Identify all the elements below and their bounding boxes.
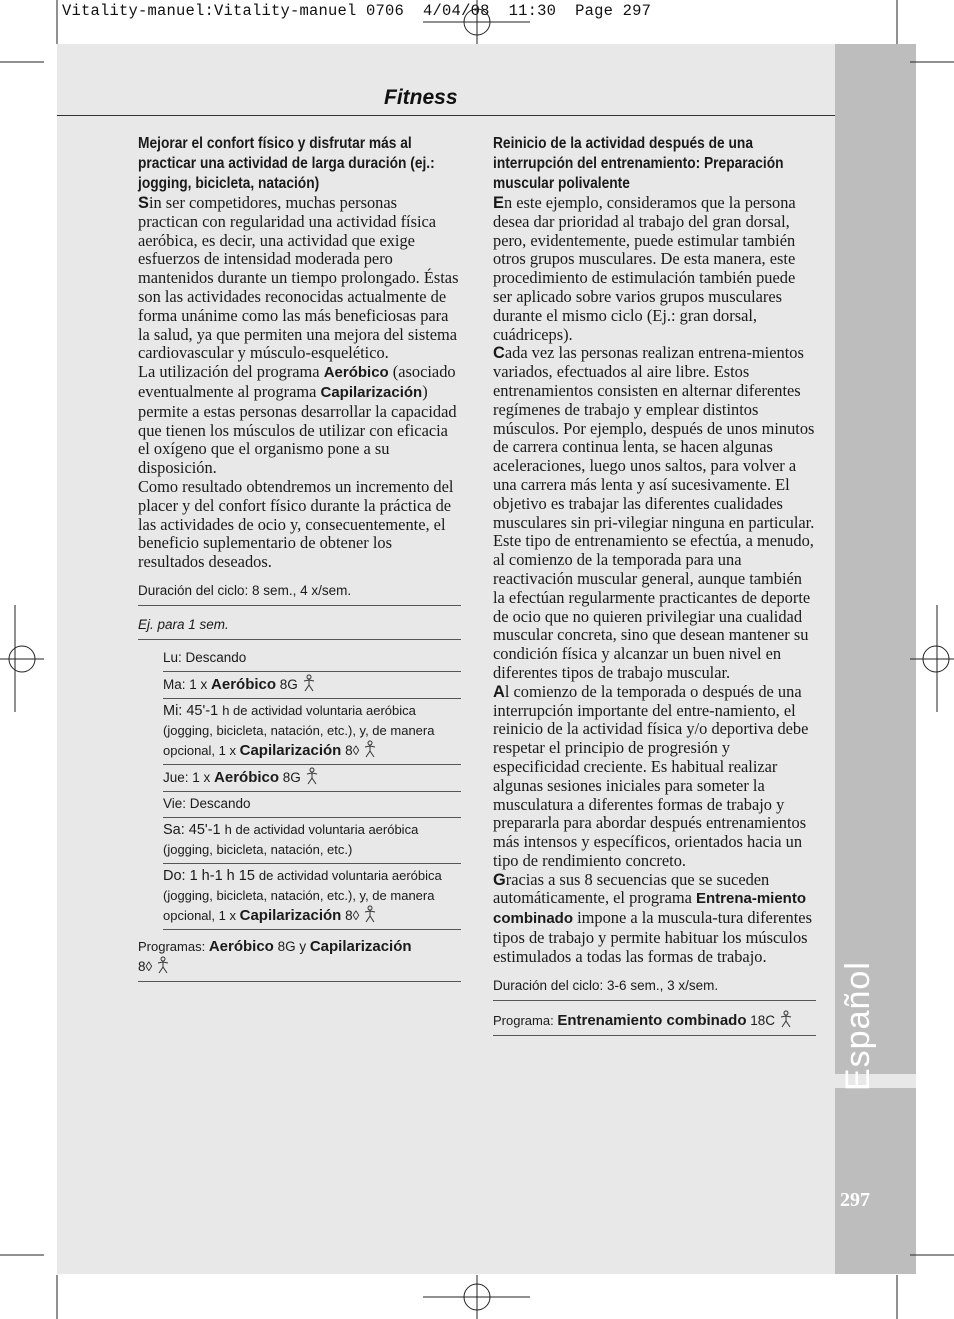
text-run: Sa: 45'-1 [163, 821, 225, 838]
text-run: Ma: 1 x [163, 676, 212, 692]
left-heading: Mejorar el confort físico y disfrutar más al practicar una actividad de larga duración (ej.: jogging, bicicleta, natación) [138, 135, 435, 192]
program-code: 8◊ [138, 958, 153, 974]
left-paragraph-1 [138, 194, 461, 363]
cycle-duration: Duración del ciclo: 8 sem., 4 x/sem. [138, 578, 461, 606]
athlete-icon [363, 905, 377, 923]
print-slug: Vitality-manuel:Vitality-manuel 0706 4/04/08 11:30 Page 297 [62, 2, 652, 20]
text-run: Mi: 45'-1 [163, 702, 223, 719]
text-run: 8G y [273, 938, 310, 954]
schedule-sunday [163, 864, 461, 930]
language-label: Español [839, 961, 877, 1091]
text-run: (asociado eventualmente al programa [138, 362, 456, 401]
drop-cap: S [138, 194, 149, 212]
program-code: 18C [746, 1012, 776, 1028]
text-run: Programa: [493, 1012, 558, 1028]
text-run: de actividad voluntaria aeróbica (jogging, bicicleta, natación, etc.), y, de manera opcional, 1 x [163, 867, 442, 923]
example-label: Ej. para 1 sem. [138, 612, 461, 640]
text-run: n este ejemplo, consideramos que la persona desea dar prioridad al trabajo del gran dorsal, pero, evidentemente, puede estimular también otros grupos musculares. De esta manera, este procedimiento de estimulación también puede ser aplicado sobre varios grupos musculares durante el mismo ciclo (Ej.: gran dorsal, cuádriceps). [493, 193, 796, 344]
schedule-thursday [163, 765, 461, 792]
program-name: Capilarización [309, 937, 412, 955]
program-name: Aeróbico [214, 768, 280, 786]
schedule-monday: Lu: Descando [163, 646, 461, 672]
drop-cap: E [493, 194, 504, 212]
program-code: 8◊ [341, 907, 360, 923]
program-code: 8◊ [341, 742, 360, 758]
header-rule [57, 115, 835, 116]
schedule-wednesday [163, 699, 461, 765]
section-title: Fitness [384, 86, 458, 109]
text-run: Programas: [138, 938, 209, 954]
drop-cap: C [493, 344, 505, 363]
text-run: l comienzo de la temporada o después de una interrupción importante del entre-namiento, el reinicio de la actividad física y/o deportiva debe respetar el principio de progresión y especificidad creciente. Es habitual realizar algunas sesiones iniciales para someter la musculatura a diferentes formas de trabajo y prepararla para abordar después entrenamientos más intensos y específicos, orientados hacia un tipo de rendimiento concreto. [493, 681, 809, 870]
program-name: Aeróbico [208, 937, 274, 955]
program-code: 8G [276, 676, 298, 692]
program-name: Capilarización [239, 906, 342, 924]
right-column [493, 134, 816, 1036]
left-paragraph-1-text: in ser competidores, muchas personas practican con regularidad una actividad física aeróbica, es decir, una actividad que exige esfuerzos de intensidad moderada pero mantenidos durante un tiempo prolongado. Éstas son las actividades reconocidas actualmente de forma unánime como las más beneficiosas para la salud, ya que permiten una mejora del sistema cardiovascular y músculo-esquelético. [138, 193, 459, 363]
athlete-icon [156, 956, 170, 974]
program-name: Entrena-miento combinado [493, 890, 806, 928]
left-paragraph-2 [138, 363, 461, 478]
programs-line [138, 934, 461, 982]
right-heading: Reinicio de la actividad después de una interrupción del entrenamiento: Preparación muscular polivalente [493, 135, 784, 192]
text-run: Do: 1 h-1 h 15 [163, 867, 259, 884]
text-run: h de actividad voluntaria aeróbica (jogging, bicicleta, natación, etc.) [163, 821, 419, 857]
drop-cap: G [493, 870, 506, 889]
text-run: La utilización del programa [138, 362, 324, 382]
text-run: ada vez las personas realizan entrena-mientos variados, efectuados al aire libre. Estos entrenamientos consisten en alternar diferentes regímenes de trabajo y emplear distintos músculos. Por ejemplo, después de unos minutos de carrera continua lenta, se hacen algunas aceleraciones, luego unos saltos, para volver a una carrera más lenta y así sucesivamente. El objetivo es trabajar las diferentes cualidades musculares sin pri-vilegiar ninguna en particular. Este tipo de entrenamiento se efectúa, a menudo, al comienzo de la temporada para una reactivación muscular general, aunque también la efectúan regularmente practicantes de deporte de ocio que no quieren privilegiar una cualidad muscular concreta, sino que desean mantener su condición física y alcanzar un buen nivel en diferentes tipos de trabajo muscular. [493, 343, 815, 682]
program-name: Entrenamiento combinado [557, 1011, 747, 1029]
athlete-icon [302, 674, 316, 692]
schedule-tuesday [163, 672, 461, 699]
program-line [493, 1007, 816, 1036]
right-paragraph-4 [493, 871, 816, 967]
left-column [138, 134, 461, 982]
week-schedule [163, 646, 461, 930]
text-run: racias a sus 8 secuencias que se suceden automáticamente, el programa [493, 869, 770, 908]
drop-cap: A [493, 682, 505, 701]
program-code: 8G [279, 769, 301, 785]
program-name: Capilarización [239, 741, 342, 759]
program-name: Aeróbico [211, 675, 277, 693]
right-paragraph-2 [493, 344, 816, 682]
right-paragraph-1 [493, 194, 816, 344]
text-run: Jue: 1 x [163, 769, 215, 785]
text-run: h de actividad voluntaria aeróbica (jogging, bicicleta, natación, etc.), y, de manera opcional, 1 x [163, 702, 435, 758]
text-run: ) permite a estas personas desarrollar la capacidad que tienen los músculos de utilizar con eficacia el oxígeno que el organismo pone a su disposición. [138, 381, 457, 478]
text-run: impone a la muscula-tura diferentes tipos de trabajo y permite habituar los músculos estimulados a todas las formas de trabajo. [493, 908, 812, 966]
left-paragraph-3: Como resultado obtendremos un incremento del placer y del confort físico durante la práctica de las actividades de ocio y, consecuentemente, el beneficio suplementario de obtener los resultados deseados. [138, 476, 454, 572]
cycle-duration: Duración del ciclo: 3-6 sem., 3 x/sem. [493, 973, 816, 1001]
schedule-saturday [163, 818, 461, 864]
language-tab [835, 44, 916, 1274]
schedule-friday: Vie: Descando [163, 792, 461, 818]
right-paragraph-3 [493, 683, 816, 871]
page-number: 297 [840, 1189, 870, 1211]
program-name: Capilarización [320, 383, 423, 401]
athlete-icon [779, 1010, 793, 1028]
athlete-icon [305, 767, 319, 785]
program-name: Aeróbico [323, 364, 389, 382]
athlete-icon [363, 740, 377, 758]
